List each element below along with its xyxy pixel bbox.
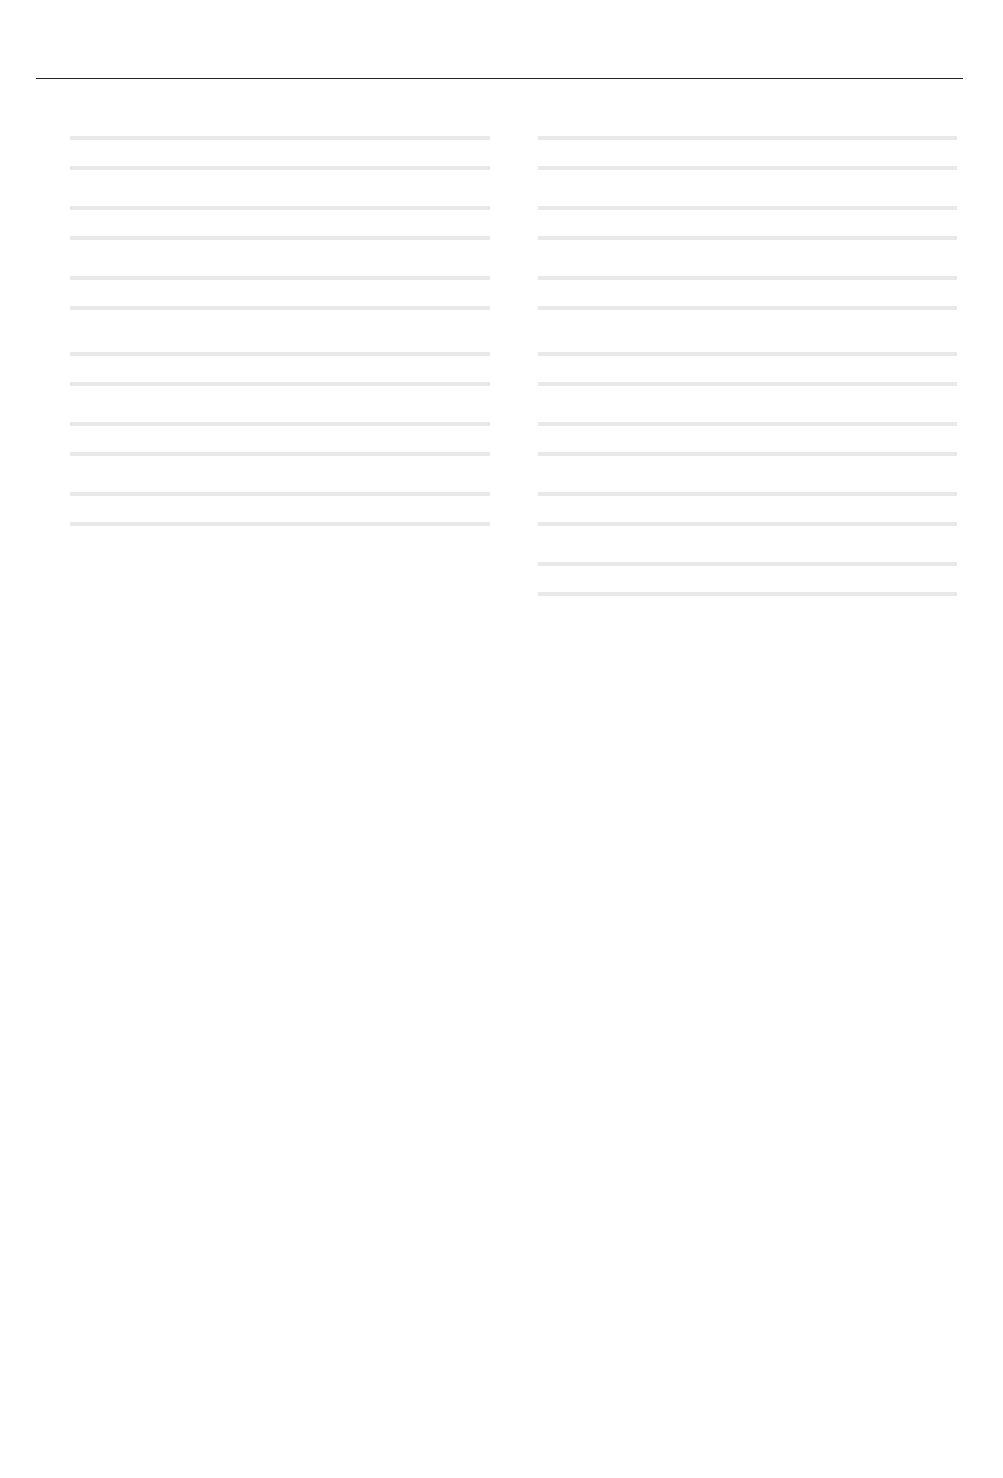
left-column [70,100,490,1368]
body-paragraph [538,542,958,602]
two-column-body [70,100,957,1368]
body-paragraph [538,472,958,532]
body-paragraph [70,116,490,176]
running-header [36,40,963,79]
body-paragraph [70,472,490,532]
body-paragraph [538,332,958,392]
body-paragraph [538,256,958,316]
body-paragraph [70,186,490,246]
body-paragraph [70,332,490,392]
body-paragraph [538,402,958,462]
body-paragraph [70,256,490,316]
body-paragraph [538,116,958,176]
body-paragraph [70,402,490,462]
right-column [538,100,958,1368]
body-paragraph [538,186,958,246]
